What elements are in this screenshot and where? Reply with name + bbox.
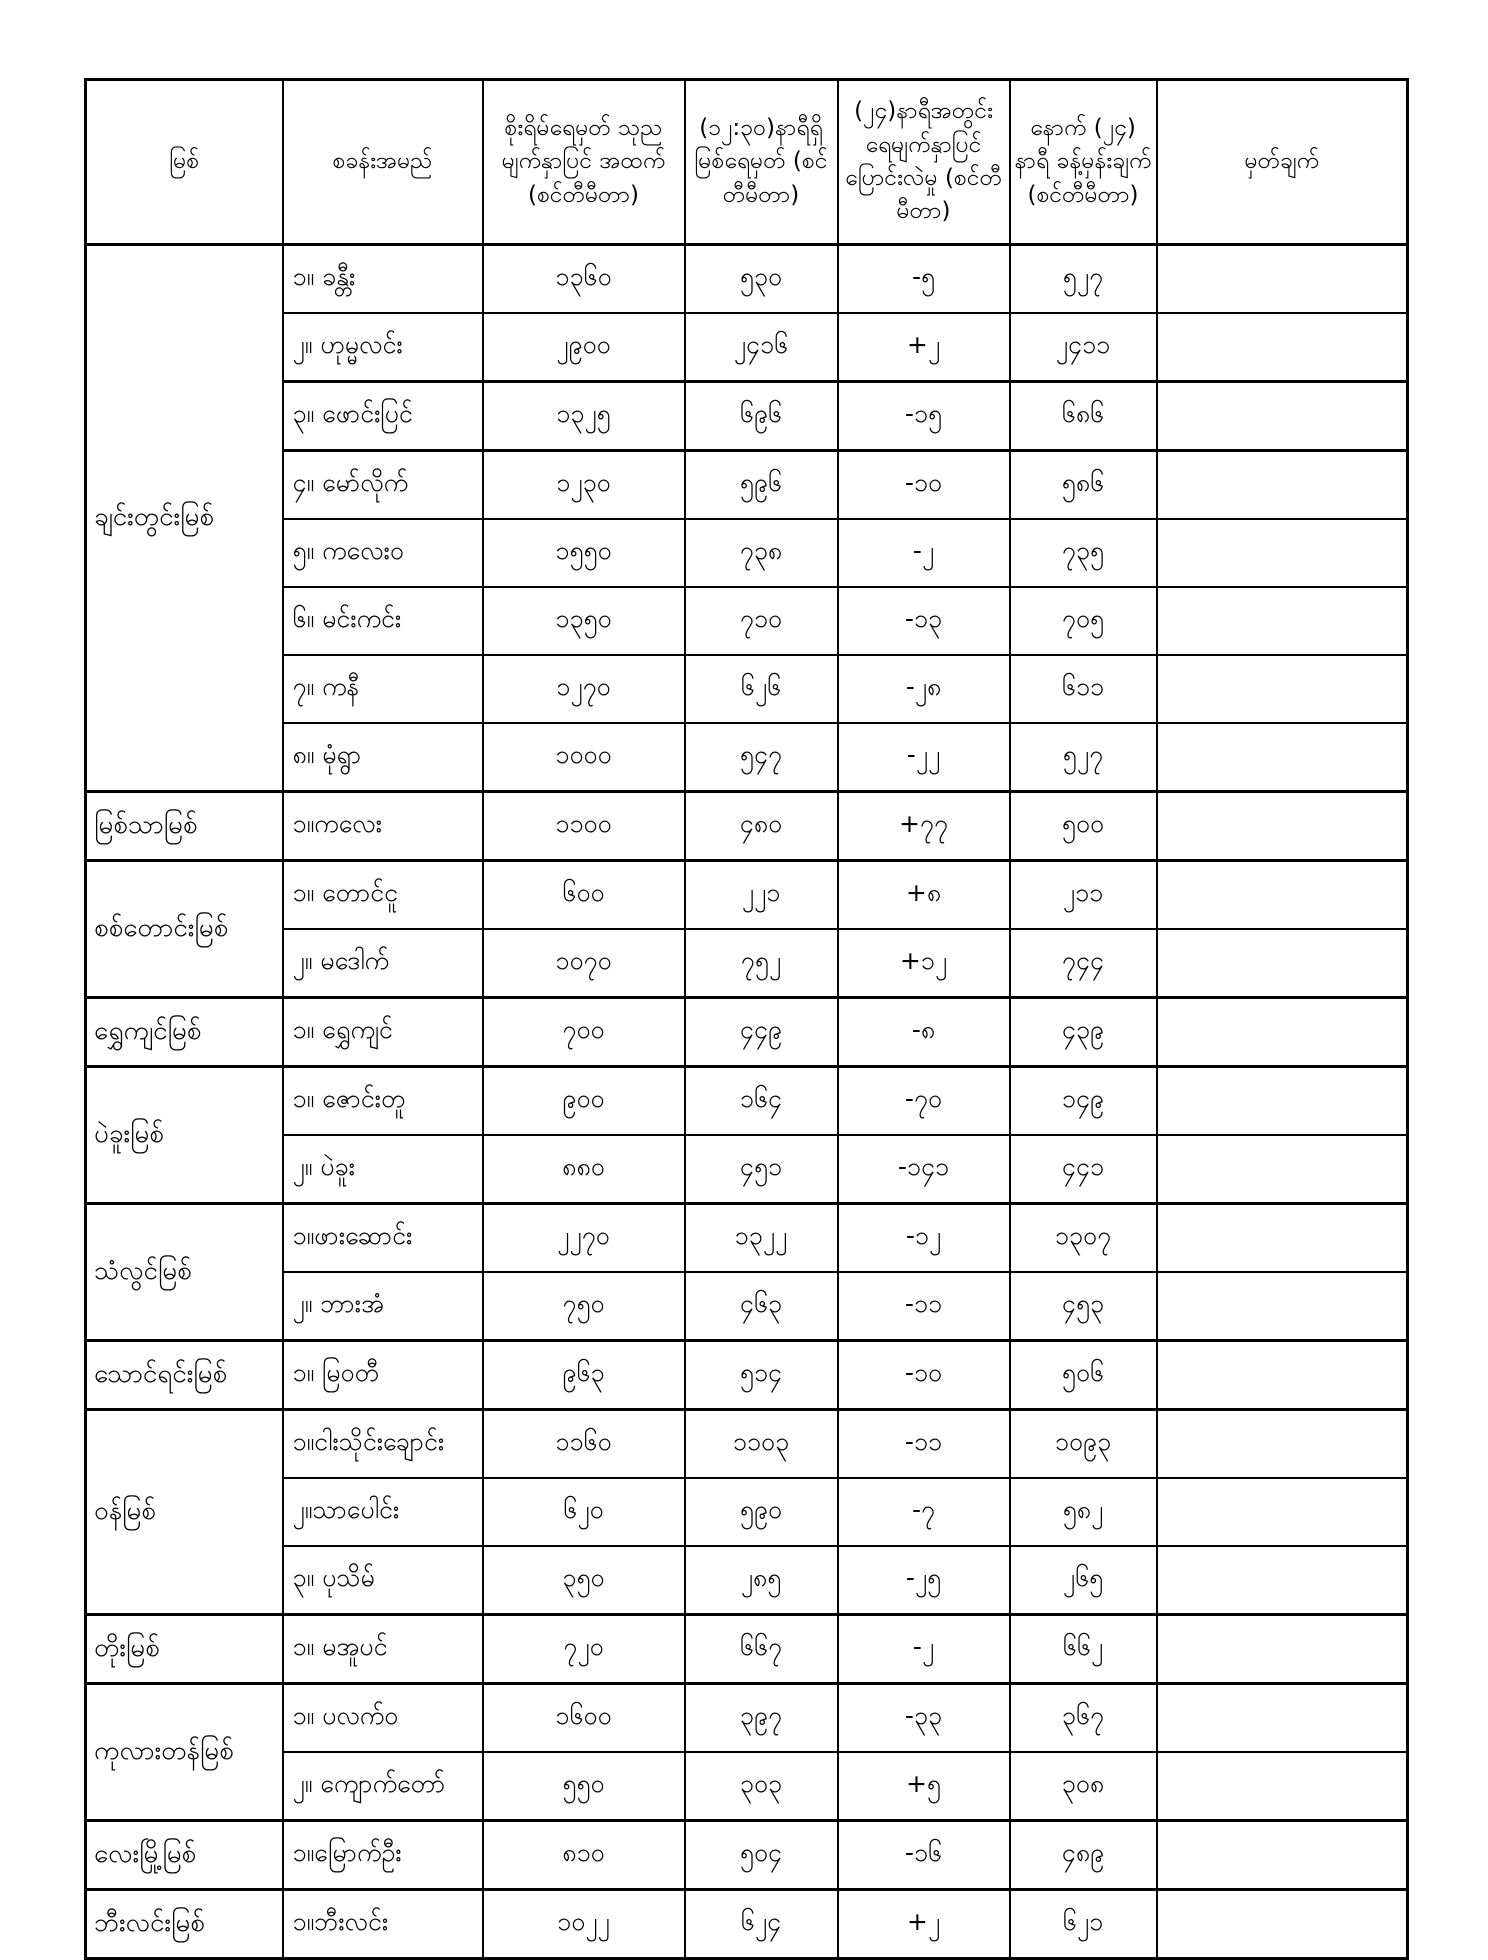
remark-cell [1157,1272,1408,1341]
forecast-cell: ၅၂၇ [1010,245,1157,314]
change-cell: -၈ [838,998,1010,1067]
station-cell: ၅။ ကလေးဝ [283,519,483,587]
forecast-cell: ၃၀၈ [1010,1752,1157,1821]
change-cell: +၅ [838,1752,1010,1821]
forecast-cell: ၅၈၆ [1010,451,1157,520]
table-row [86,655,1408,723]
table-row [86,1272,1408,1341]
column-header: (၂၄)နာရီအတွင်း ရေမျက်နှာပြင် ပြောင်းလဲမှု (စင်တီမီတာ) [838,80,1010,245]
change-cell: -၁၀ [838,451,1010,520]
station-cell: ၁။ တောင်ငူ [283,861,483,930]
remark-cell [1157,1752,1408,1821]
table-row [86,1410,1408,1479]
remark-cell [1157,1135,1408,1204]
forecast-cell: ၄၅၃ [1010,1272,1157,1341]
remark-cell [1157,998,1408,1067]
river-name-cell: စစ်တောင်းမြစ် [86,861,283,998]
station-cell: ၁။ဖားဆောင်း [283,1204,483,1273]
station-cell: ၂။ မဒေါက် [283,929,483,998]
river-name-cell: ကုလားတန်မြစ် [86,1684,283,1821]
forecast-cell: ၆၆၂ [1010,1615,1157,1684]
station-cell: ၂။သာပေါင်း [283,1478,483,1546]
danger-cell: ၈၁၀ [483,1821,685,1890]
remark-cell [1157,1341,1408,1410]
station-cell: ၁။ မအူပင် [283,1615,483,1684]
remark-cell [1157,382,1408,451]
danger-cell: ၆၂၀ [483,1478,685,1546]
remark-cell [1157,519,1408,587]
table-row [86,929,1408,998]
change-cell: -၇၀ [838,1067,1010,1136]
station-cell: ၄။ မော်လိုက် [283,451,483,520]
remark-cell [1157,1546,1408,1615]
current-cell: ၆၂၄ [685,1890,838,1959]
danger-cell: ၁၀၀၀ [483,723,685,792]
current-cell: ၄၈၀ [685,792,838,861]
remark-cell [1157,587,1408,655]
change-cell: -၁၂ [838,1204,1010,1273]
forecast-cell: ၅၀၀ [1010,792,1157,861]
table-row [86,313,1408,382]
table-body [86,245,1408,1959]
station-cell: ၁။ ရွှေကျင် [283,998,483,1067]
change-cell: -၅ [838,245,1010,314]
danger-cell: ၇၅၀ [483,1272,685,1341]
danger-cell: ၇၀၀ [483,998,685,1067]
station-cell: ၁။ငါးသိုင်းချောင်း [283,1410,483,1479]
station-cell: ၆။ မင်းကင်း [283,587,483,655]
forecast-cell: ၃၆၇ [1010,1684,1157,1753]
forecast-cell: ၆၈၆ [1010,382,1157,451]
station-cell: ၈။ မုံရွာ [283,723,483,792]
change-cell: -၁၁ [838,1272,1010,1341]
river-name-cell: တိုးမြစ် [86,1615,283,1684]
current-cell: ၂၈၅ [685,1546,838,1615]
change-cell: -၂၈ [838,655,1010,723]
station-cell: ၁။ ခန္တီး [283,245,483,314]
table-row [86,245,1408,314]
table-row [86,861,1408,930]
change-cell: +၂ [838,313,1010,382]
current-cell: ၅၃၀ [685,245,838,314]
danger-cell: ၅၅၀ [483,1752,685,1821]
current-cell: ၅၄၇ [685,723,838,792]
current-cell: ၂၄၁၆ [685,313,838,382]
table-row [86,1135,1408,1204]
remark-cell [1157,245,1408,314]
remark-cell [1157,1410,1408,1479]
table-row [86,587,1408,655]
forecast-cell: ၄၈၉ [1010,1821,1157,1890]
station-cell: ၁။ကလေး [283,792,483,861]
current-cell: ၁၆၄ [685,1067,838,1136]
forecast-cell: ၅၈၂ [1010,1478,1157,1546]
table-row [86,1752,1408,1821]
river-name-cell: မြစ်သာမြစ် [86,792,283,861]
forecast-cell: ၆၂၁ [1010,1890,1157,1959]
current-cell: ၇၁၀ [685,587,838,655]
station-cell: ၁။ ဇောင်းတူ [283,1067,483,1136]
danger-cell: ၁၁၀၀ [483,792,685,861]
column-header: မှတ်ချက် [1157,80,1408,245]
remark-cell [1157,1478,1408,1546]
danger-cell: ၁၃၆၀ [483,245,685,314]
forecast-cell: ၂၆၅ [1010,1546,1157,1615]
change-cell: -၁၅ [838,382,1010,451]
station-cell: ၃။ ဖောင်းပြင် [283,382,483,451]
forecast-cell: ၂၄၁၁ [1010,313,1157,382]
current-cell: ၅၉၆ [685,451,838,520]
current-cell: ၇၅၂ [685,929,838,998]
current-cell: ၃၉၇ [685,1684,838,1753]
forecast-cell: ၅၂၇ [1010,723,1157,792]
change-cell: +၂ [838,1890,1010,1959]
river-name-cell: ဘီးလင်းမြစ် [86,1890,283,1959]
danger-cell: ၁၀၇၀ [483,929,685,998]
danger-cell: ၁၂၇၀ [483,655,685,723]
forecast-cell: ၄၄၁ [1010,1135,1157,1204]
station-cell: ၁။ မြဝတီ [283,1341,483,1410]
river-water-level-table [84,78,1409,1960]
current-cell: ၆၉၆ [685,382,838,451]
change-cell: -၂ [838,1615,1010,1684]
danger-cell: ၁၀၂၂ [483,1890,685,1959]
forecast-cell: ၅၀၆ [1010,1341,1157,1410]
table-row [86,1341,1408,1410]
remark-cell [1157,451,1408,520]
column-header: စိုးရိမ်ရေမှတ် သုညမျက်နှာပြင် အထက် (စင်တီမီတာ) [483,80,685,245]
danger-cell: ၃၅၀ [483,1546,685,1615]
header-row [86,80,1408,245]
river-name-cell: သံလွင်မြစ် [86,1204,283,1341]
change-cell: -၁၁ [838,1410,1010,1479]
danger-cell: ၉၀၀ [483,1067,685,1136]
table-row [86,382,1408,451]
remark-cell [1157,1821,1408,1890]
table-row [86,1821,1408,1890]
river-name-cell: သောင်ရင်းမြစ် [86,1341,283,1410]
current-cell: ၂၂၁ [685,861,838,930]
station-cell: ၂။ ဘားအံ [283,1272,483,1341]
table-row [86,1067,1408,1136]
river-name-cell: ဝန်မြစ် [86,1410,283,1615]
remark-cell [1157,1204,1408,1273]
danger-cell: ၁၃၅၀ [483,587,685,655]
station-cell: ၁။ဘီးလင်း [283,1890,483,1959]
change-cell: -၁၄၁ [838,1135,1010,1204]
danger-cell: ၁၃၂၅ [483,382,685,451]
forecast-cell: ၁၄၉ [1010,1067,1157,1136]
column-header: မြစ် [86,80,283,245]
forecast-cell: ၁၃၀၇ [1010,1204,1157,1273]
forecast-cell: ၇၄၄ [1010,929,1157,998]
current-cell: ၁၁၀၃ [685,1410,838,1479]
current-cell: ၅၁၄ [685,1341,838,1410]
danger-cell: ၉၆၃ [483,1341,685,1410]
forecast-cell: ၇၀၅ [1010,587,1157,655]
remark-cell [1157,1890,1408,1959]
change-cell: +၁၂ [838,929,1010,998]
change-cell: -၂၂ [838,723,1010,792]
column-header: နောက် (၂၄) နာရီ ခန့်မှန်းချက် (စင်တီမီတာ) [1010,80,1157,245]
table-row [86,1204,1408,1273]
danger-cell: ၇၂၀ [483,1615,685,1684]
table-header [86,80,1408,245]
forecast-cell: ၇၃၅ [1010,519,1157,587]
station-cell: ၂။ ကျောက်တော် [283,1752,483,1821]
forecast-cell: ၄၃၉ [1010,998,1157,1067]
station-cell: ၃။ ပုသိမ် [283,1546,483,1615]
table-row [86,1890,1408,1959]
forecast-cell: ၂၁၁ [1010,861,1157,930]
change-cell: -၇ [838,1478,1010,1546]
station-cell: ၂။ ဟုမ္မလင်း [283,313,483,382]
table-row [86,451,1408,520]
remark-cell [1157,655,1408,723]
station-cell: ၇။ ကနီ [283,655,483,723]
danger-cell: ၁၁၆၀ [483,1410,685,1479]
danger-cell: ၁၅၅၀ [483,519,685,587]
change-cell: -၁၆ [838,1821,1010,1890]
remark-cell [1157,1684,1408,1753]
remark-cell [1157,723,1408,792]
current-cell: ၅၀၄ [685,1821,838,1890]
change-cell: -၁၃ [838,587,1010,655]
river-name-cell: ချင်းတွင်းမြစ် [86,245,283,792]
change-cell: +၈ [838,861,1010,930]
table-row [86,792,1408,861]
danger-cell: ၂၂၇၀ [483,1204,685,1273]
remark-cell [1157,861,1408,930]
current-cell: ၁၃၂၂ [685,1204,838,1273]
river-name-cell: လေးမြို့မြစ် [86,1821,283,1890]
danger-cell: ၆၀၀ [483,861,685,930]
current-cell: ၄၅၁ [685,1135,838,1204]
column-header: စခန်းအမည် [283,80,483,245]
remark-cell [1157,1615,1408,1684]
change-cell: -၁၀ [838,1341,1010,1410]
station-cell: ၁။ ပလက်ဝ [283,1684,483,1753]
change-cell: +၇၇ [838,792,1010,861]
change-cell: -၂၅ [838,1546,1010,1615]
current-cell: ၃၀၃ [685,1752,838,1821]
station-cell: ၂။ ပဲခူး [283,1135,483,1204]
current-cell: ၆၆၇ [685,1615,838,1684]
danger-cell: ၁၆၀၀ [483,1684,685,1753]
remark-cell [1157,313,1408,382]
station-cell: ၁။မြောက်ဦး [283,1821,483,1890]
forecast-cell: ၆၁၁ [1010,655,1157,723]
current-cell: ၅၉၀ [685,1478,838,1546]
river-name-cell: ပဲခူးမြစ် [86,1067,283,1204]
change-cell: -၂ [838,519,1010,587]
remark-cell [1157,1067,1408,1136]
table-row [86,1478,1408,1546]
river-name-cell: ရွှေကျင်မြစ် [86,998,283,1067]
danger-cell: ၁၂၃၀ [483,451,685,520]
table-row [86,519,1408,587]
change-cell: -၃၃ [838,1684,1010,1753]
table-row [86,1684,1408,1753]
current-cell: ၇၃၈ [685,519,838,587]
remark-cell [1157,929,1408,998]
danger-cell: ၈၈၀ [483,1135,685,1204]
table-row [86,723,1408,792]
current-cell: ၄၄၉ [685,998,838,1067]
table-row [86,1615,1408,1684]
table-row [86,998,1408,1067]
current-cell: ၆၂၆ [685,655,838,723]
report-table-sheet [84,78,1409,1960]
current-cell: ၄၆၃ [685,1272,838,1341]
forecast-cell: ၁၀၉၃ [1010,1410,1157,1479]
remark-cell [1157,792,1408,861]
table-row [86,1546,1408,1615]
danger-cell: ၂၉၀၀ [483,313,685,382]
column-header: (၁၂:၃၀)နာရီရှိ မြစ်ရေမှတ် (စင်တီမီတာ) [685,80,838,245]
